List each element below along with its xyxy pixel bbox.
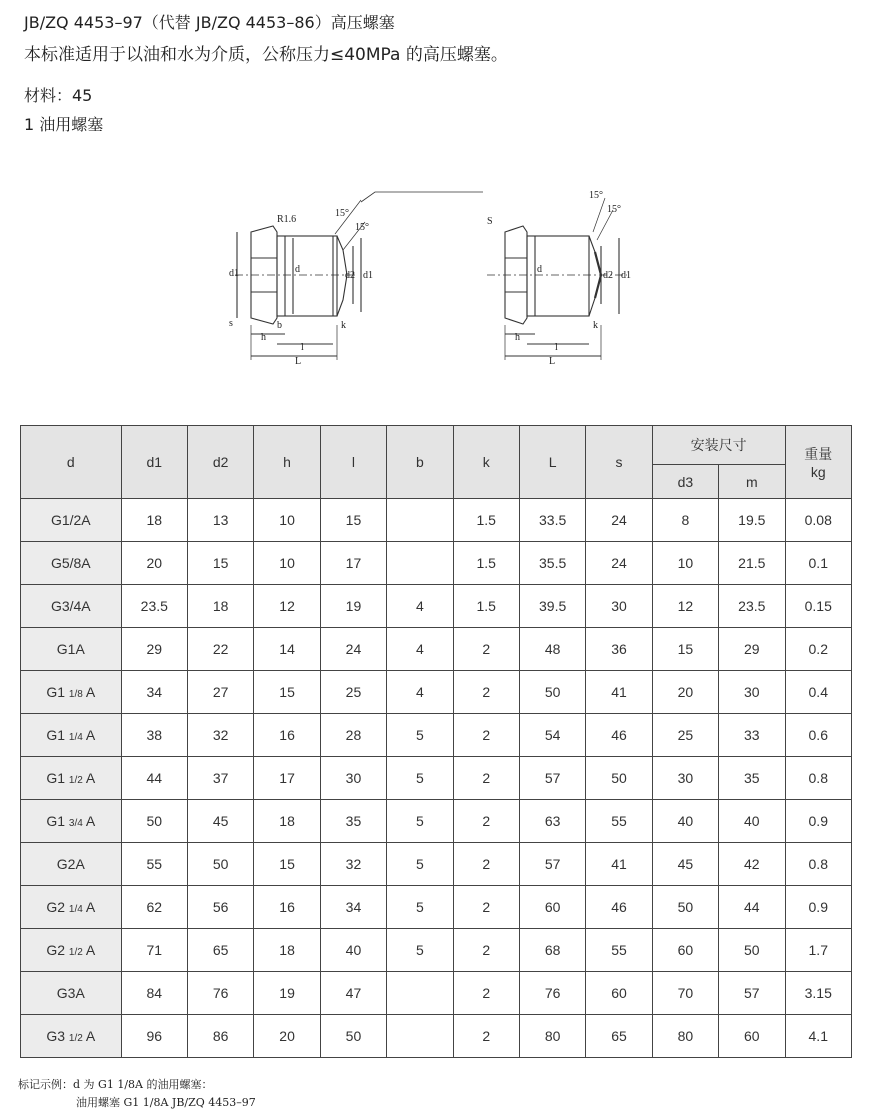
- cell-w: 1.7: [785, 929, 852, 972]
- cell-s: 30: [586, 585, 652, 628]
- col-header-weight: [785, 426, 852, 499]
- col-header-d3: d3: [652, 465, 718, 499]
- cell-d1: 71: [121, 929, 187, 972]
- example-label: 标记示例：d 为 G1 1/8A 的油用螺塞：: [18, 1078, 213, 1091]
- cell-l: 28: [320, 714, 386, 757]
- label-L-r: L: [549, 356, 556, 367]
- cell-d-suffix: A: [82, 899, 96, 915]
- cell-d3: 30: [652, 757, 718, 800]
- cell-h: 16: [254, 886, 320, 929]
- cell-d1: 62: [121, 886, 187, 929]
- table-row: [21, 800, 852, 843]
- cell-m: 19.5: [719, 499, 785, 542]
- col-header-m: m: [719, 465, 785, 499]
- cell-d: [21, 972, 122, 1015]
- cell-d-main: G1: [46, 813, 69, 829]
- cell-s: 60: [586, 972, 652, 1015]
- table-row: [21, 671, 852, 714]
- cell-h: 17: [254, 757, 320, 800]
- cell-b: 5: [387, 843, 453, 886]
- cell-m: 42: [719, 843, 785, 886]
- cell-d: [21, 886, 122, 929]
- cell-d: [21, 585, 122, 628]
- cell-k: 2: [453, 628, 519, 671]
- cell-d3: 10: [652, 542, 718, 585]
- cell-l: 24: [320, 628, 386, 671]
- col-header-s: s: [586, 426, 652, 499]
- cell-d-main: G2A: [56, 856, 85, 872]
- standard-title: JB/ZQ 4453–97（代替 JB/ZQ 4453–86）高压螺塞: [24, 13, 395, 32]
- cell-d-suffix: A: [82, 1028, 96, 1044]
- cell-s: 46: [586, 714, 652, 757]
- cell-L: 33.5: [519, 499, 585, 542]
- label-d-r: d: [537, 264, 542, 275]
- cell-l: 34: [320, 886, 386, 929]
- cell-d3: 20: [652, 671, 718, 714]
- label-L: L: [295, 356, 302, 367]
- cell-d: [21, 499, 122, 542]
- cell-m: 23.5: [719, 585, 785, 628]
- cell-d2: 76: [187, 972, 253, 1015]
- cell-d1: 55: [121, 843, 187, 886]
- cell-b: [387, 972, 453, 1015]
- col-header-d1: d1: [121, 426, 187, 499]
- cell-k: 2: [453, 800, 519, 843]
- table-row: [21, 714, 852, 757]
- cell-d-suffix: A: [82, 770, 96, 786]
- cell-d-main: G2: [46, 942, 69, 958]
- cell-d2: 45: [187, 800, 253, 843]
- cell-h: 19: [254, 972, 320, 1015]
- weight-unit: kg: [810, 464, 826, 480]
- table-row: [21, 972, 852, 1015]
- cell-d1: 44: [121, 757, 187, 800]
- cell-d3: 60: [652, 929, 718, 972]
- cell-d1: 18: [121, 499, 187, 542]
- col-header-b: b: [387, 426, 453, 499]
- cell-s: 41: [586, 671, 652, 714]
- table-row: [21, 542, 852, 585]
- cell-b: 5: [387, 800, 453, 843]
- cell-h: 14: [254, 628, 320, 671]
- label-d1: d1: [229, 268, 239, 279]
- label-b: b: [277, 320, 282, 331]
- cell-L: 39.5: [519, 585, 585, 628]
- cell-k: 2: [453, 757, 519, 800]
- label-d2-r: d2: [603, 270, 613, 281]
- cell-L: 63: [519, 800, 585, 843]
- cell-k: 2: [453, 886, 519, 929]
- cell-d2: 13: [187, 499, 253, 542]
- cell-w: 0.6: [785, 714, 852, 757]
- label-d: d: [295, 264, 300, 275]
- cell-b: [387, 1015, 453, 1058]
- cell-d-main: G5/8A: [50, 555, 91, 571]
- label-s: s: [229, 318, 233, 329]
- cell-s: 24: [586, 499, 652, 542]
- cell-d-main: G3: [46, 1028, 69, 1044]
- cell-l: 25: [320, 671, 386, 714]
- cell-d: [21, 757, 122, 800]
- cell-d-main: G1A: [56, 641, 85, 657]
- cell-d-suffix: A: [82, 684, 96, 700]
- cell-w: 0.08: [785, 499, 852, 542]
- cell-b: 4: [387, 671, 453, 714]
- cell-d3: 12: [652, 585, 718, 628]
- table-row: [21, 585, 852, 628]
- cell-w: 3.15: [785, 972, 852, 1015]
- cell-m: 60: [719, 1015, 785, 1058]
- cell-k: 2: [453, 1015, 519, 1058]
- label-d1b: d1: [363, 270, 373, 281]
- label-l-r: l: [555, 342, 558, 353]
- cell-s: 55: [586, 800, 652, 843]
- cell-d1: 50: [121, 800, 187, 843]
- cell-s: 36: [586, 628, 652, 671]
- col-header-L: L: [519, 426, 585, 499]
- cell-s: 46: [586, 886, 652, 929]
- col-header-h: h: [254, 426, 320, 499]
- cell-s: 55: [586, 929, 652, 972]
- cell-w: 0.2: [785, 628, 852, 671]
- table-body: [21, 499, 852, 1058]
- cell-d2: 15: [187, 542, 253, 585]
- cell-l: 19: [320, 585, 386, 628]
- cell-m: 21.5: [719, 542, 785, 585]
- cell-b: [387, 542, 453, 585]
- cell-m: 57: [719, 972, 785, 1015]
- cell-m: 33: [719, 714, 785, 757]
- cell-m: 29: [719, 628, 785, 671]
- cell-k: 2: [453, 714, 519, 757]
- cell-d2: 86: [187, 1015, 253, 1058]
- cell-k: 2: [453, 843, 519, 886]
- cell-s: 50: [586, 757, 652, 800]
- label-d2: d2: [345, 270, 355, 281]
- cell-h: 20: [254, 1015, 320, 1058]
- cell-d3: 70: [652, 972, 718, 1015]
- cell-d: [21, 542, 122, 585]
- table-row: [21, 757, 852, 800]
- cell-d-fraction: 3/4: [68, 818, 83, 829]
- cell-d-main: G1/2A: [50, 512, 91, 528]
- cell-L: 76: [519, 972, 585, 1015]
- label-r: R1.6: [277, 214, 297, 225]
- plug-drawing: [215, 180, 655, 370]
- cell-l: 50: [320, 1015, 386, 1058]
- cell-m: 40: [719, 800, 785, 843]
- cell-L: 35.5: [519, 542, 585, 585]
- cell-d: [21, 628, 122, 671]
- cell-d: [21, 714, 122, 757]
- label-k: k: [341, 320, 346, 331]
- cell-d1: 34: [121, 671, 187, 714]
- cell-h: 15: [254, 671, 320, 714]
- cell-d: [21, 843, 122, 886]
- cell-L: 50: [519, 671, 585, 714]
- cell-d2: 50: [187, 843, 253, 886]
- cell-l: 30: [320, 757, 386, 800]
- material-line: 材料：45: [24, 86, 93, 105]
- cell-w: 4.1: [785, 1015, 852, 1058]
- cell-s: 65: [586, 1015, 652, 1058]
- cell-b: 4: [387, 628, 453, 671]
- cell-d3: 15: [652, 628, 718, 671]
- cell-L: 80: [519, 1015, 585, 1058]
- label-h-r: h: [515, 332, 520, 343]
- cell-w: 0.1: [785, 542, 852, 585]
- cell-k: 1.5: [453, 542, 519, 585]
- cell-d: [21, 1015, 122, 1058]
- table-row: [21, 843, 852, 886]
- right-view: [487, 190, 631, 367]
- cell-h: 18: [254, 800, 320, 843]
- cell-d-fraction: 1/4: [68, 904, 83, 915]
- cell-d: [21, 800, 122, 843]
- cell-d-suffix: A: [82, 813, 96, 829]
- cell-d1: 29: [121, 628, 187, 671]
- cell-d1: 20: [121, 542, 187, 585]
- cell-b: [387, 499, 453, 542]
- cell-b: 5: [387, 929, 453, 972]
- left-view: [229, 200, 373, 367]
- cell-d-main: G2: [46, 899, 69, 915]
- cell-w: 0.15: [785, 585, 852, 628]
- table-row: [21, 499, 852, 542]
- section-title: 1 油用螺塞: [24, 115, 104, 134]
- cell-d2: 18: [187, 585, 253, 628]
- cell-l: 17: [320, 542, 386, 585]
- cell-b: 5: [387, 757, 453, 800]
- cell-d3: 25: [652, 714, 718, 757]
- cell-l: 35: [320, 800, 386, 843]
- table-row: [21, 886, 852, 929]
- cell-h: 16: [254, 714, 320, 757]
- cell-m: 35: [719, 757, 785, 800]
- cell-L: 57: [519, 757, 585, 800]
- cell-d3: 40: [652, 800, 718, 843]
- cell-l: 47: [320, 972, 386, 1015]
- cell-h: 10: [254, 499, 320, 542]
- label-l: l: [301, 342, 304, 353]
- cell-m: 50: [719, 929, 785, 972]
- cell-L: 60: [519, 886, 585, 929]
- cell-d2: 65: [187, 929, 253, 972]
- cell-d: [21, 929, 122, 972]
- cell-d2: 32: [187, 714, 253, 757]
- weight-label: 重量: [804, 446, 833, 462]
- label-angle-c: 15°: [589, 190, 603, 201]
- cell-L: 54: [519, 714, 585, 757]
- table-row: [21, 929, 852, 972]
- cell-h: 18: [254, 929, 320, 972]
- col-header-d: d: [21, 426, 122, 499]
- cell-b: 4: [387, 585, 453, 628]
- label-S: S: [487, 216, 493, 227]
- cell-s: 24: [586, 542, 652, 585]
- cell-b: 5: [387, 714, 453, 757]
- table-row: [21, 1015, 852, 1058]
- cell-L: 48: [519, 628, 585, 671]
- cell-d1: 96: [121, 1015, 187, 1058]
- cell-l: 32: [320, 843, 386, 886]
- cell-h: 15: [254, 843, 320, 886]
- cell-d-main: G1: [46, 684, 69, 700]
- cell-d2: 27: [187, 671, 253, 714]
- cell-d-fraction: 1/8: [68, 689, 83, 700]
- cell-w: 0.9: [785, 886, 852, 929]
- cell-d-fraction: 1/2: [68, 1033, 83, 1044]
- cell-d2: 56: [187, 886, 253, 929]
- cell-d3: 45: [652, 843, 718, 886]
- cell-m: 30: [719, 671, 785, 714]
- scope-statement: 本标准适用于以油和水为介质，公称压力≤40MPa 的高压螺塞。: [24, 45, 508, 65]
- cell-d-main: G3A: [56, 985, 85, 1001]
- cell-w: 0.4: [785, 671, 852, 714]
- cell-k: 1.5: [453, 585, 519, 628]
- cell-d1: 23.5: [121, 585, 187, 628]
- cell-w: 0.8: [785, 843, 852, 886]
- col-header-install: 安装尺寸: [652, 426, 785, 465]
- cell-d3: 8: [652, 499, 718, 542]
- col-header-l: l: [320, 426, 386, 499]
- cell-L: 68: [519, 929, 585, 972]
- cell-k: 1.5: [453, 499, 519, 542]
- cell-d-fraction: 1/4: [68, 732, 83, 743]
- label-angle-d: 15°: [607, 204, 621, 215]
- cell-l: 40: [320, 929, 386, 972]
- cell-m: 44: [719, 886, 785, 929]
- cell-b: 5: [387, 886, 453, 929]
- cell-d-main: G1: [46, 770, 69, 786]
- cell-h: 12: [254, 585, 320, 628]
- cell-d-main: G3/4A: [50, 598, 91, 614]
- example-text: 油用螺塞 G1 1/8A JB/ZQ 4453–97: [76, 1096, 256, 1109]
- cell-d3: 80: [652, 1015, 718, 1058]
- cell-d2: 22: [187, 628, 253, 671]
- label-angle-a: 15°: [335, 208, 349, 219]
- label-d1-r: d1: [621, 270, 631, 281]
- cell-d-suffix: A: [82, 727, 96, 743]
- cell-k: 2: [453, 671, 519, 714]
- cell-d-main: G1: [46, 727, 69, 743]
- label-angle-b: 15°: [355, 222, 369, 233]
- cell-w: 0.8: [785, 757, 852, 800]
- cell-k: 2: [453, 929, 519, 972]
- cell-h: 10: [254, 542, 320, 585]
- cell-d-suffix: A: [82, 942, 96, 958]
- col-header-d2: d2: [187, 426, 253, 499]
- cell-d1: 38: [121, 714, 187, 757]
- col-header-k: k: [453, 426, 519, 499]
- table-row: [21, 628, 852, 671]
- cell-d-fraction: 1/2: [68, 775, 83, 786]
- cell-l: 15: [320, 499, 386, 542]
- label-k-r: k: [593, 320, 598, 331]
- cell-k: 2: [453, 972, 519, 1015]
- cell-w: 0.9: [785, 800, 852, 843]
- cell-d2: 37: [187, 757, 253, 800]
- cell-d3: 50: [652, 886, 718, 929]
- cell-d: [21, 671, 122, 714]
- cell-d-fraction: 1/2: [68, 947, 83, 958]
- cell-L: 57: [519, 843, 585, 886]
- label-h: h: [261, 332, 266, 343]
- spec-table: [20, 425, 852, 1058]
- cell-s: 41: [586, 843, 652, 886]
- cell-d1: 84: [121, 972, 187, 1015]
